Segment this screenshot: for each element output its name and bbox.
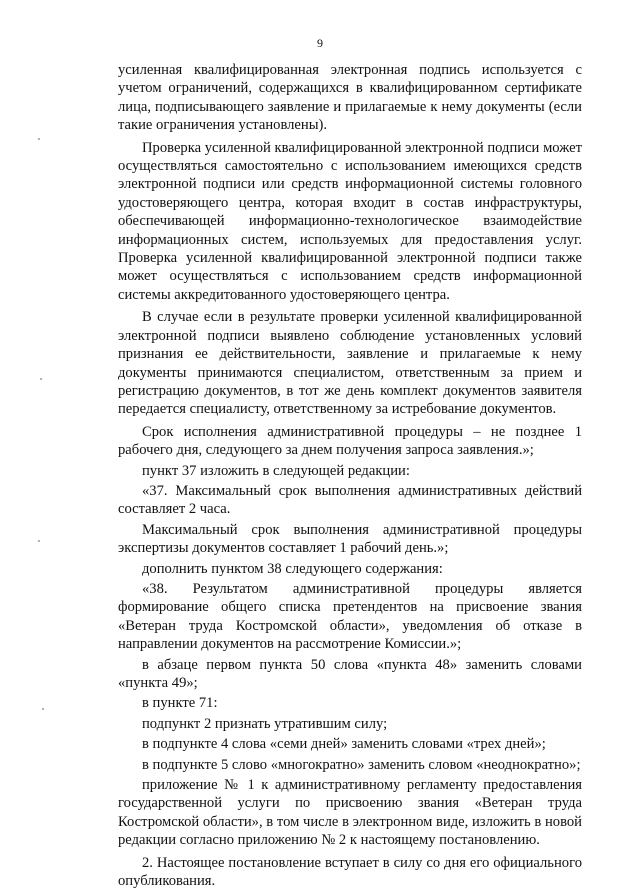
paragraph-point-38-intro: дополнить пунктом 38 следующего содержания: xyxy=(142,560,443,577)
page-number: 9 xyxy=(317,36,323,50)
paragraph-expertise-term: Максимальный срок выполнения административной процедуры экспертизы документов составляет 1 рабочий день.»; xyxy=(118,521,582,557)
paragraph-subpoint-4: в подпункте 4 слова «семи дней» заменить словами «трех дней»; xyxy=(142,736,546,753)
paragraph-subpoint-5: в подпункте 5 слово «многократно» заменить словом «неоднократно»; xyxy=(142,756,581,773)
paragraph-procedure-term: Срок исполнения административной процедуры – не позднее 1 рабочего дня, следующего за днем получения запроса заявления.»; xyxy=(118,423,582,459)
scan-speck xyxy=(40,378,42,380)
document-body xyxy=(118,61,582,890)
paragraph-point-50: в абзаце первом пункта 50 слова «пункта 48» заменить словами «пункта 49»; xyxy=(118,656,582,691)
paragraph-point-37-intro: пункт 37 изложить в следующей редакции: xyxy=(142,462,410,479)
paragraph-point-38: «38. Результатом административной процедуры является формирование общего списка претендентов на присвоение звания «Ветеран труда Костромской области», уведомления об отказе в направлении документов на рассмотрение Комиссии.»; xyxy=(118,580,582,653)
paragraph-appendix: приложение № 1 к административному регламенту предоставления государственной услуги по присвоению звания «Ветеран труда Костромской области», в том числе в электронном виде, изложить в новой редакции согласно приложению № 2 к настоящему постановлению. xyxy=(118,777,582,849)
scan-speck xyxy=(38,138,40,140)
paragraph-subpoint-2: подпункт 2 признать утратившим силу; xyxy=(142,715,388,732)
scan-speck xyxy=(42,708,44,710)
paragraph-effective-date: 2. Настоящее постановление вступает в силу со дня его официального опубликования. xyxy=(118,854,582,890)
paragraph-signature-verification: Проверка усиленной квалифицированной электронной подписи может осуществляться самостоятельно с использованием имеющихся средств электронной подписи или средств информационной системы головного удостоверяющего центра, которая входит в состав инфраструктуры, обеспечивающей информационно-технологическое взаимодействие информационных систем, используемых для предоставления услуг. Проверка усиленной квалифицированной электронной подписи также может осуществляться с использованием средств информационной системы аккредитованного удостоверяющего центра. xyxy=(118,139,582,303)
paragraph-point-71: в пункте 71: xyxy=(142,695,218,712)
paragraph-signature-limits: усиленная квалифицированная электронная подпись используется с учетом ограничений, содержащихся в квалифицированном сертификате лица, подписывающего заявление и прилагаемые к нему документы (если такие ограничения установлены). xyxy=(118,62,582,134)
paragraph-point-37: «37. Максимальный срок выполнения административных действий составляет 2 часа. xyxy=(118,482,582,518)
scan-speck xyxy=(38,540,40,542)
paragraph-verification-result: В случае если в результате проверки усиленной квалифицированной электронной подписи выявлено соблюдение установленных условий признания ее действительности, заявление и прилагаемые к нему документы принимаются специалистом, ответственным за прием и регистрацию документов, в тот же день комплект документов заявителя передается специалисту, ответственному за истребование документов. xyxy=(118,309,582,418)
